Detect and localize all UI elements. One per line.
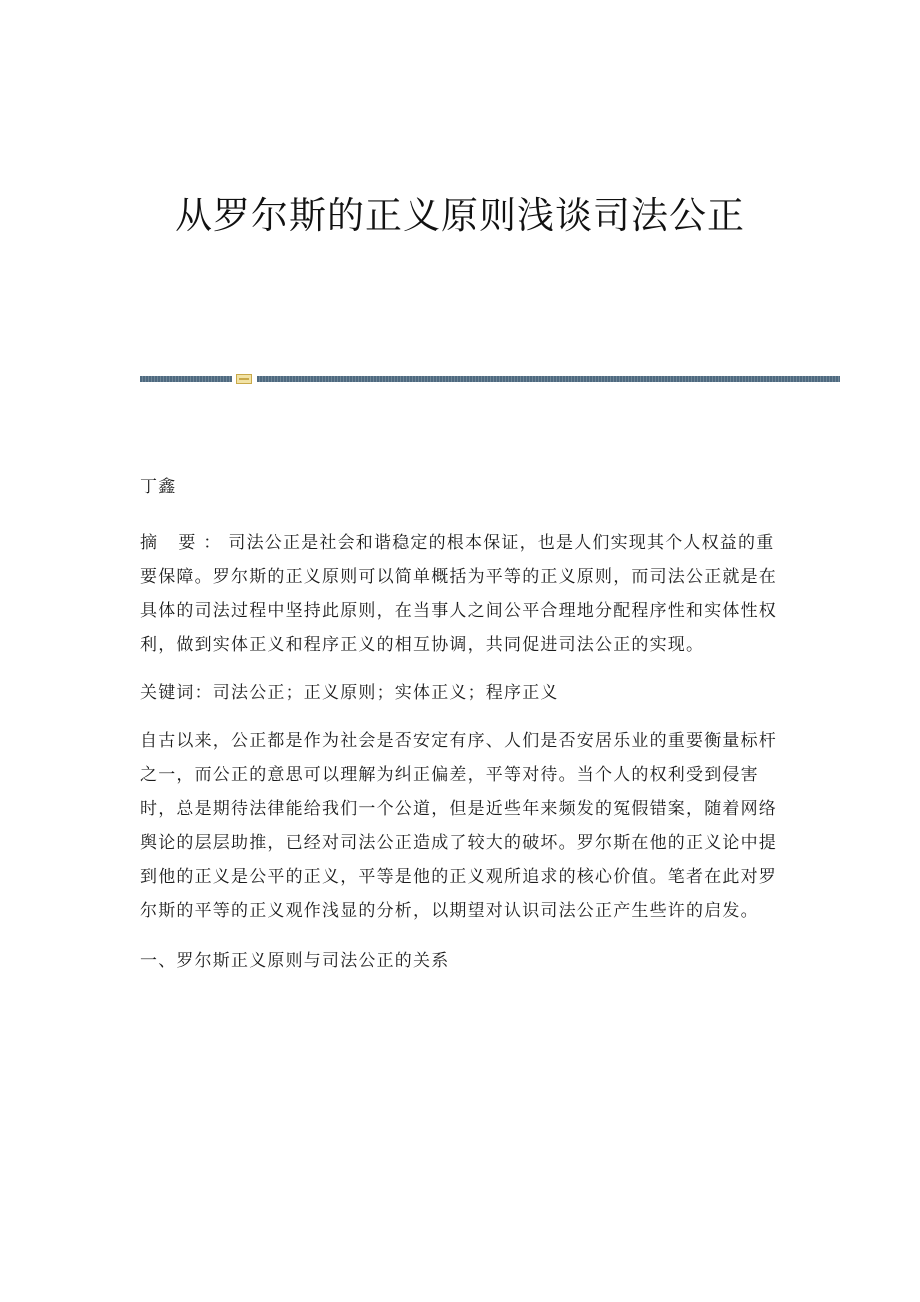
divider-bar-left — [140, 376, 232, 382]
document-body — [140, 470, 782, 978]
paragraph-intro: 自古以来，公正都是作为社会是否安定有序、人们是否安居乐业的重要衡量标杆之一，而公正的意思可以理解为纠正偏差，平等对待。当个人的权利受到侵害时，总是期待法律能给我们一个公道，但是近些年来频发的冤假错案，随着网络舆论的层层助推，已经对司法公正造成了较大的破坏。罗尔斯在他的正义论中提到他的正义是公平的正义，平等是他的正义观所追求的核心价值。笔者在此对罗尔斯的平等的正义观作浅显的分析，以期望对认识司法公正产生些许的启发。 — [140, 731, 777, 921]
author-name: 丁鑫 — [140, 477, 177, 497]
divider-ornament-icon — [236, 374, 252, 384]
abstract-label: 摘 要： — [140, 533, 229, 553]
abstract-text: 司法公正是社会和谐稳定的根本保证，也是人们实现其个人权益的重要保障。罗尔斯的正义原则可以简单概括为平等的正义原则，而司法公正就是在具体的司法过程中坚持此原则，在当事人之间公平合理地分配程序性和实体性权利，做到实体正义和程序正义的相互协调，共同促进司法公正的实现。 — [140, 533, 777, 655]
title-divider — [140, 374, 840, 384]
divider-bar-right — [257, 376, 840, 382]
section-heading-1: 一、罗尔斯正义原则与司法公正的关系 — [140, 951, 450, 971]
abstract — [140, 526, 782, 662]
document-title: 从罗尔斯的正义原则浅谈司法公正 — [175, 194, 745, 237]
keywords: 关键词：司法公正；正义原则；实体正义；程序正义 — [140, 683, 559, 703]
